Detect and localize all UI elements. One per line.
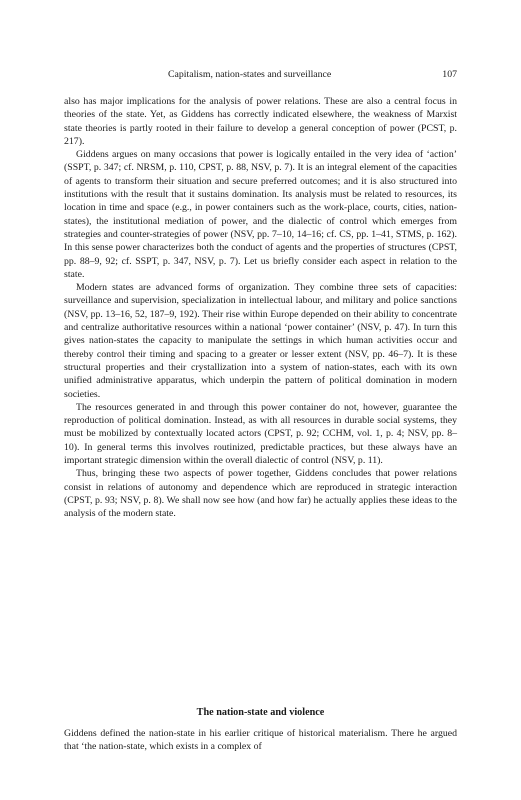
paragraph-modern-states: Modern states are advanced forms of organization. They combine three sets of capacities: surveillance and supervision, specialization in intellectual labour, and military and police sanctions (NSV, pp. 13–16, 52, 187–9, 192). Their rise within Europe depended on their ability to concentrate and centralize authoritative resources within a national ‘power container’ (NSV, p. 47). In turn this gives nation-states the capacity to manipulate the settings in which human activities occur and thereby control their timing and spacing to a greater or lesser extent (NSV, pp. 46–7). It is these structural properties and their crystallization into a system of nation-states, each with its own unified administrative apparatus, which underpin the pattern of political domination in modern societies. [64,282,457,400]
paragraph-power-action: Giddens argues on many occasions that power is logically entailed in the very idea of ‘action’ (SSPT, p. 347; cf. NRSM, p. 110, CPST, p. 88, NSV, p. 7). It is an integral element of the capacities of agents to transform their situation and secure preferred outcomes; and it is also structured into institutions with the result that it sustains domination. Its analysis must be related to resources, its location in time and space (e.g., in power containers such as the work-place, courts, cities, nation-states), the institutional mediation of power, and the dialectic of control which emerges from strategies and counter-strategies of power (NSV, pp. 7–10, 14–16; cf. CS, pp. 1–41, STMS, p. 162). In this sense power characterizes both the conduct of agents and the properties of structures (CPST, pp. 88–9, 92; cf. SSPT, p. 347, NSV, p. 7). Let us briefly consider each aspect in relation to the state. [64,149,457,280]
section-heading: The nation-state and violence [196,707,325,718]
section-text [64,727,457,754]
paragraph-resources: The resources generated in and through this power container do not, however, guarantee the reproduction of political domination. Instead, as with all resources in durable social systems, they must be mobilized by contextually located actors (CPST, p. 92; CCHM, vol. 1, p. 4; NSV, pp. 8–10). In general terms this involves routinized, predictable practices, but these always have an important strategic dimension within the overall dialectic of control (NSV, p. 11). [64,401,457,467]
page-number: 107 [442,69,457,80]
section-paragraph: Giddens defined the nation-state in his earlier critique of historical materialism. There he argued that ‘the nation-state, which exists in a complex of [64,728,457,753]
paragraph-conclusion: Thus, bringing these two aspects of power together, Giddens concludes that power relations consist in relations of autonomy and dependence which are reproduced in strategic interaction (CPST, p. 93; NSV, p. 8). We shall now see how (and how far) he actually applies these ideas to the analysis of the modern state. [64,468,457,520]
running-title: Capitalism, nation-states and surveillance [168,69,332,80]
body-text [64,95,457,521]
paragraph-continued: also has major implications for the analysis of power relations. These are also a central focus in theories of the state. Yet, as Giddens has correctly indicated elsewhere, the weakness of Marxist state theories is partly rooted in their failure to develop a general conception of power (PCST, p. 217). [64,96,457,147]
